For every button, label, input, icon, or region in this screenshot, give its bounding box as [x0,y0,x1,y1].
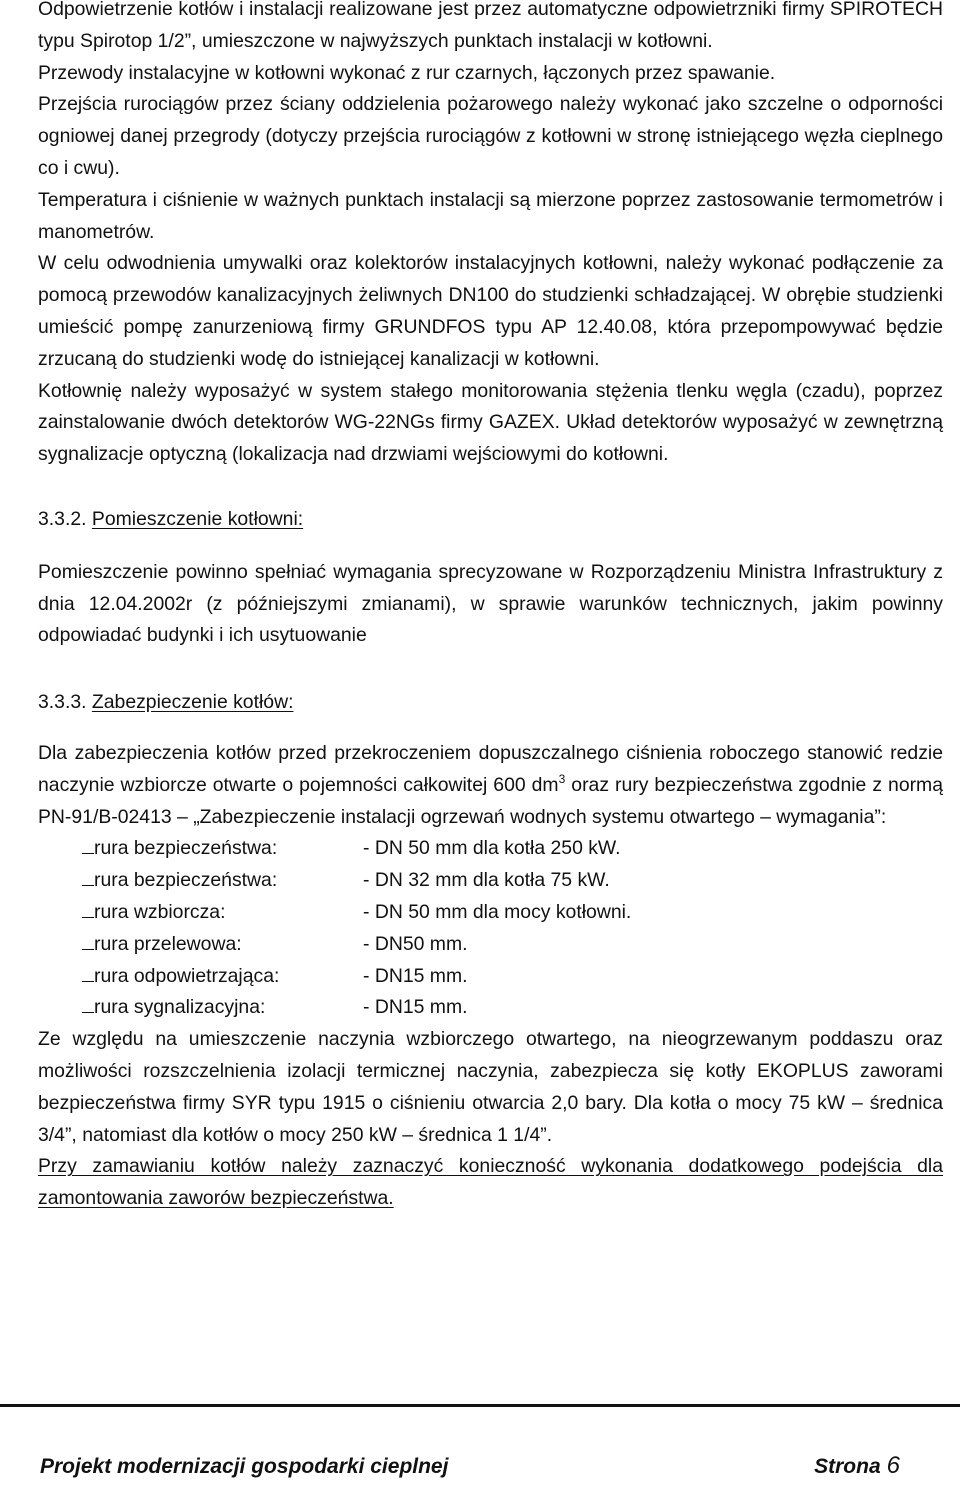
paragraph-drainage: W celu odwodnienia umywalki oraz kolektorów instalacyjnych kotłowni, należy wykonać podłączenie za pomocą przewodów kanalizacyjnych żeliwnych DN100 do studzienki schładzającej. W obrębie studzienki umieścić pompę zanurzeniową firmy GRUNDFOS typu AP 12.40.08, która przepompowywać będzie zrzucaną do studzienki wodę do istniejącej kanalizacji w kotłowni. [38,252,943,370]
pipe-value: - DN15 mm. [363,964,468,987]
pipe-value: - DN50 mm. [363,932,468,955]
list-item [38,961,943,993]
pipe-value: - DN15 mm. [363,996,468,1019]
pipe-name: rura przelewowa: [94,932,242,955]
dash-bullet [82,981,94,982]
list-item [38,929,943,961]
paragraph-order-note: Przy zamawianiu kotłów należy zaznaczyć konieczność wykonania dodatkowego podejścia dla zamontowania zaworów bezpieczeństwa. [38,1155,943,1210]
paragraph-boiler-protection [38,738,943,833]
paragraph-measurement: Temperatura i ciśnienie w ważnych punktach instalacji są mierzone poprzez zastosowanie termometrów i manometrów. [38,188,943,243]
section-heading-332 [38,504,943,536]
paragraph-venting: Odpowietrzenie kotłów i instalacji realizowane jest przez automatyczne odpowietrzniki firmy SPIROTECH typu Spirotop 1/2”, umieszczone w najwyższych punktach instalacji w kotłowni. [38,0,943,52]
pipe-value: - DN 50 mm dla mocy kotłowni. [363,900,632,923]
list-item [38,865,943,897]
pipe-value: - DN 50 mm dla kotła 250 kW. [363,837,621,860]
paragraph-safety-valves: Ze względu na umieszczenie naczynia wzbiorczego otwartego, na nieogrzewanym poddaszu oraz możliwości rozszczelnienia izolacji termicznej naczynia, zabezpiecza się kotły EKOPLUS zaworami bezpieczeństwa firmy SYR typu 1915 o ciśnieniu otwarcia 2,0 bary. Dla kotła o mocy 75 kW – średnica 3/4”, natomiast dla kotłów o mocy 250 kW – średnica 1 1/4”. [38,1028,943,1146]
paragraph-pipes-welding: Przewody instalacyjne w kotłowni wykonać z rur czarnych, łączonych przez spawanie. [38,61,776,84]
section-title: Pomieszczenie kotłowni: [91,507,304,530]
pipe-name: rura sygnalizacyjna: [94,996,266,1019]
paragraph-co-monitoring: Kotłownię należy wyposażyć w system stałego monitorowania stężenia tlenku węgla (czadu), poprzez zainstalowanie dwóch detektorów WG-22NGs firmy GAZEX. Układ detektorów wyposażyć w zewnętrzną sygnalizacje optyczną (lokalizacja nad drzwiami wejściowymi do kotłowni. [38,379,943,466]
dash-bullet [82,1012,94,1013]
pipe-name: rura odpowietrzająca: [94,964,280,987]
dash-bullet [82,949,94,950]
footer-title: Projekt modernizacji gospodarki cieplnej [40,1455,449,1478]
pipe-name: rura bezpieczeństwa: [94,837,278,860]
footer-divider [0,1404,960,1407]
page-label: Strona [814,1455,881,1478]
section-title: Zabezpieczenie kotłów: [91,691,294,714]
document-page [38,0,943,1215]
page-footer [40,1452,900,1480]
pipe-value: - DN 32 mm dla kotła 75 kW. [363,869,610,892]
section-number: 3.3.2. [38,507,87,530]
list-item [38,833,943,865]
list-item [38,897,943,929]
superscript-3: 3 [558,771,566,786]
page-number: 6 [886,1452,900,1479]
protection-text-b: oraz rury bezpieczeństwa zgodnie z normą PN-91/B-02413 – „Zabezpieczenie instalacji ogrzewań wodnych systemu otwartego – wymagania”: [38,773,943,828]
dash-bullet [82,853,94,854]
page-indicator [814,1452,900,1480]
protection-text-a: Dla zabezpieczenia kotłów przed przekroczeniem dopuszczalnego ciśnienia roboczego stanowić redzie naczynie wzbiorcze otwarte o pojemności całkowitej 600 dm [38,741,943,796]
paragraph-room-requirements: Pomieszczenie powinno spełniać wymagania sprecyzowane w Rozporządzeniu Ministra Infrastruktury z dnia 12.04.2002r (z późniejszymi zmianami), w sprawie warunków technicznych, jakim powinny odpowiadać budynki i ich usytuowanie [38,560,943,647]
pipe-name: rura wzbiorcza: [94,900,226,923]
pipe-list [38,833,943,1024]
dash-bullet [82,917,94,918]
section-number: 3.3.3. [38,691,87,714]
section-heading-333 [38,687,943,719]
pipe-name: rura bezpieczeństwa: [94,869,278,892]
list-item [38,992,943,1024]
dash-bullet [82,885,94,886]
paragraph-fire-passages: Przejścia rurociągów przez ściany oddzielenia pożarowego należy wykonać jako szczelne o odporności ogniowej danej przegrody (dotyczy przejścia rurociągów z kotłowni w stronę istniejącego węzła cieplnego co i cwu). [38,93,943,179]
